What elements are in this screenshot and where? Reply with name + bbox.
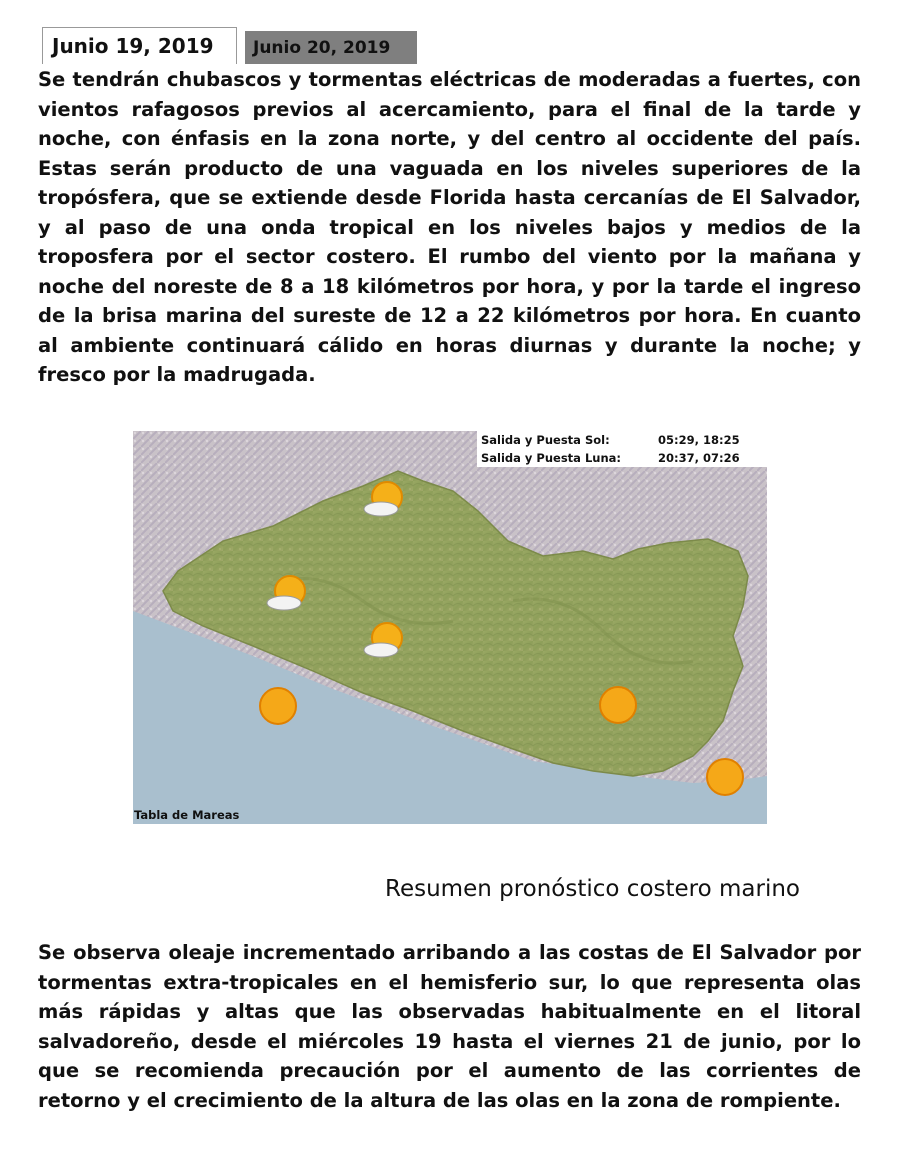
tab-junio-20-label: Junio 20, 2019	[253, 37, 391, 58]
marine-summary-title: Resumen pronóstico costero marino	[385, 876, 800, 902]
sun-moon-info	[477, 431, 767, 467]
partly-cloudy-icon	[266, 573, 312, 613]
tide-table-link[interactable]: Tabla de Mareas	[134, 808, 240, 822]
partly-cloudy-icon	[363, 479, 409, 519]
map-graphic	[133, 431, 767, 824]
weather-map	[133, 431, 767, 824]
tab-junio-20[interactable]	[245, 31, 417, 64]
sun-value: 05:29, 18:25	[658, 433, 740, 447]
sun-label: Salida y Puesta Sol:	[481, 433, 610, 447]
moon-value: 20:37, 07:26	[658, 451, 740, 465]
sunny-icon	[257, 685, 299, 727]
marine-forecast-text: Se observa oleaje incrementado arribando a las costas de El Salvador por tormentas extra-tropicales en el hemisferio sur, lo que representa olas más rápidas y altas que las observadas habitualmente en el litoral salvadoreño, desde el miércoles 19 hasta el viernes 21 de junio, por lo que se recomienda precaución por el aumento de las corrientes de retorno y el crecimiento de la altura de las olas en la zona de rompiente.	[38, 941, 861, 1112]
partly-cloudy-icon	[363, 620, 409, 660]
sunny-icon	[597, 684, 639, 726]
tab-junio-19[interactable]	[42, 27, 237, 64]
forecast-text: Se tendrán chubascos y tormentas eléctricas de moderadas a fuertes, con vientos rafagosos previos al acercamiento, para el final de la tarde y noche, con énfasis en la zona norte, y del centro al occidente del país. Estas serán producto de una vaguada en los niveles superiores de la tropósfera, que se extiende desde Florida hasta cercanías de El Salvador, y al paso de una onda tropical en los niveles bajos y medios de la troposfera por el sector costero. El rumbo del viento por la mañana y noche del noreste de 8 a 18 kilómetros por hora, y por la tarde el ingreso de la brisa marina del sureste de 12 a 22 kilómetros por hora. En cuanto al ambiente continuará cálido en horas diurnas y durante la noche; y fresco por la madrugada.	[38, 68, 861, 386]
moon-label: Salida y Puesta Luna:	[481, 451, 622, 465]
sunny-icon	[704, 756, 746, 798]
tab-junio-19-label: Junio 19, 2019	[52, 34, 214, 58]
